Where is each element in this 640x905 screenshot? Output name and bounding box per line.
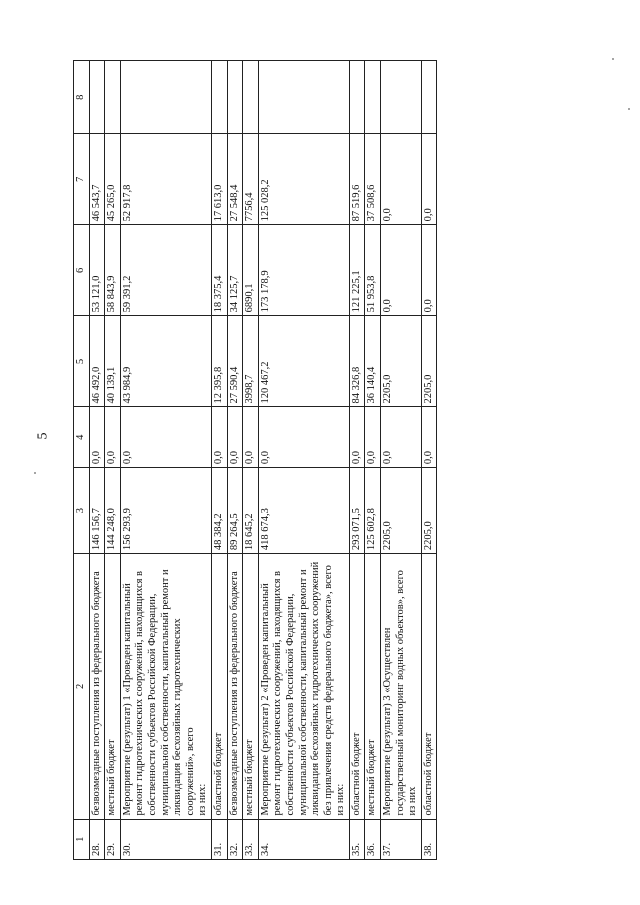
- row-subnote: из них:: [197, 783, 209, 816]
- value-cell-c6: 18 375,4: [211, 225, 227, 316]
- value-cell-c4: 0,0: [349, 407, 365, 468]
- value-cell-c5: 2205,0: [421, 316, 437, 407]
- value-cell-c6: 0,0: [421, 225, 437, 316]
- row-number: 33.: [243, 819, 259, 859]
- row-number: 31.: [211, 819, 227, 859]
- header-row: [74, 61, 90, 860]
- scan-speck: [628, 108, 630, 110]
- scan-speck: [612, 58, 614, 60]
- value-cell-c8: [258, 61, 349, 134]
- value-cell-c7: 46 543,7: [89, 134, 105, 225]
- value-cell-c6: 58 843,9: [105, 225, 121, 316]
- table-row: [105, 61, 121, 860]
- table-row: [421, 61, 437, 860]
- row-name: областной бюджет: [212, 732, 224, 816]
- value-cell-c8: [243, 61, 259, 134]
- row-number: 30.: [120, 819, 211, 859]
- value-cell-c6: 59 391,2: [120, 225, 211, 316]
- row-number: 29.: [105, 819, 121, 859]
- row-name: местный бюджет: [366, 739, 378, 816]
- value-cell-c7: 27 548,4: [227, 134, 243, 225]
- value-cell-c7: 0,0: [381, 134, 422, 225]
- value-cell-c7: 87 519,6: [349, 134, 365, 225]
- column-header: 7: [74, 134, 90, 225]
- row-name: областной бюджет: [350, 732, 362, 816]
- table-row: [227, 61, 243, 860]
- column-header: 4: [74, 407, 90, 468]
- row-subnote: из них:: [335, 783, 347, 816]
- value-cell-c4: 0,0: [258, 407, 349, 468]
- value-cell-c7: 45 265,0: [105, 134, 121, 225]
- value-cell-c3: 48 384,2: [211, 468, 227, 554]
- page-number: 5: [35, 432, 51, 440]
- row-name-cell: [105, 554, 121, 819]
- value-cell-c6: 53 121,0: [89, 225, 105, 316]
- row-number: 32.: [227, 819, 243, 859]
- row-name: местный бюджет: [244, 739, 256, 816]
- value-cell-c8: [227, 61, 243, 134]
- row-name: местный бюджет: [106, 739, 118, 816]
- value-cell-c4: 0,0: [120, 407, 211, 468]
- column-header: 6: [74, 225, 90, 316]
- value-cell-c3: 2205,0: [381, 468, 422, 554]
- row-number: 28.: [89, 819, 105, 859]
- value-cell-c3: 144 248,0: [105, 468, 121, 554]
- row-subnote: из них: [407, 786, 419, 816]
- value-cell-c6: 34 125,7: [227, 225, 243, 316]
- table-row: [381, 61, 422, 860]
- row-number: 36.: [365, 819, 381, 859]
- value-cell-c6: 173 178,9: [258, 225, 349, 316]
- value-cell-c3: 18 645,2: [243, 468, 259, 554]
- value-cell-c4: 0,0: [381, 407, 422, 468]
- value-cell-c4: 0,0: [421, 407, 437, 468]
- value-cell-c5: 120 467,2: [258, 316, 349, 407]
- value-cell-c6: 121 225,1: [349, 225, 365, 316]
- row-name-cell: [243, 554, 259, 819]
- value-cell-c4: 0,0: [89, 407, 105, 468]
- value-cell-c3: 89 264,5: [227, 468, 243, 554]
- value-cell-c8: [421, 61, 437, 134]
- value-cell-c5: 2205,0: [381, 316, 422, 407]
- rotated-table-container: [73, 60, 613, 860]
- column-header: 8: [74, 61, 90, 134]
- row-name-cell: [211, 554, 227, 819]
- scan-speck: [34, 472, 36, 474]
- column-header: 2: [74, 554, 90, 819]
- column-header: 5: [74, 316, 90, 407]
- row-name-cell: [227, 554, 243, 819]
- value-cell-c5: 12 395,8: [211, 316, 227, 407]
- value-cell-c4: 0,0: [243, 407, 259, 468]
- row-name: областной бюджет: [422, 732, 434, 816]
- value-cell-c8: [105, 61, 121, 134]
- value-cell-c4: 0,0: [365, 407, 381, 468]
- value-cell-c6: 51 953,8: [365, 225, 381, 316]
- row-name: Мероприятие (результат) 1 «Проведен капитальный ремонт гидротехнических сооружений, находящихся в собственности субъектов Российской Федерации, муниципальной собственности, капитальный ремонт и ликвидация бесхозяйных гидротехнических сооружений», всего: [121, 569, 196, 816]
- table-row: [258, 61, 349, 860]
- row-name-cell: [381, 554, 422, 819]
- value-cell-c5: 43 984,9: [120, 316, 211, 407]
- table-row: [365, 61, 381, 860]
- row-name-cell: [258, 554, 349, 819]
- row-name: Мероприятие (результат) 3 «Осуществлен государственный мониторинг водных объектов», всего: [382, 570, 406, 816]
- value-cell-c5: 36 140,4: [365, 316, 381, 407]
- row-number: 37.: [381, 819, 422, 859]
- row-name: безвозмездные поступления из федерального бюджета: [228, 571, 240, 816]
- value-cell-c8: [381, 61, 422, 134]
- value-cell-c7: 17 613,0: [211, 134, 227, 225]
- table-row: [349, 61, 365, 860]
- row-name-cell: [120, 554, 211, 819]
- value-cell-c8: [211, 61, 227, 134]
- value-cell-c7: 37 508,6: [365, 134, 381, 225]
- value-cell-c7: 52 917,8: [120, 134, 211, 225]
- value-cell-c5: 27 590,4: [227, 316, 243, 407]
- value-cell-c8: [89, 61, 105, 134]
- value-cell-c3: 293 071,5: [349, 468, 365, 554]
- row-name-cell: [349, 554, 365, 819]
- value-cell-c5: 46 492,0: [89, 316, 105, 407]
- row-name: Мероприятие (результат) 2 «Проведен капитальный ремонт гидротехнических сооружений, находящихся в собственности субъектов Российской Федерации, муниципальной собственности, капитальный ремонт и ликвидация бесхозяйных гидротехнических сооружений без привлечения средств федерального бюджета», всего: [259, 561, 334, 816]
- value-cell-c8: [120, 61, 211, 134]
- table-row: [243, 61, 259, 860]
- table-body: [89, 61, 437, 860]
- value-cell-c3: 146 156,7: [89, 468, 105, 554]
- value-cell-c8: [365, 61, 381, 134]
- value-cell-c7: 125 028,2: [258, 134, 349, 225]
- row-name: безвозмездные поступления из федерального бюджета: [90, 571, 102, 816]
- value-cell-c5: 3998,7: [243, 316, 259, 407]
- value-cell-c6: 0,0: [381, 225, 422, 316]
- value-cell-c7: 0,0: [421, 134, 437, 225]
- row-number: 38.: [421, 819, 437, 859]
- row-name-cell: [421, 554, 437, 819]
- value-cell-c3: 418 674,3: [258, 468, 349, 554]
- table-row: [89, 61, 105, 860]
- value-cell-c8: [349, 61, 365, 134]
- row-name-cell: [365, 554, 381, 819]
- row-number: 35.: [349, 819, 365, 859]
- value-cell-c7: 7756,4: [243, 134, 259, 225]
- row-name-cell: [89, 554, 105, 819]
- table-row: [211, 61, 227, 860]
- row-number: 34.: [258, 819, 349, 859]
- value-cell-c5: 84 326,8: [349, 316, 365, 407]
- column-header: 1: [74, 819, 90, 859]
- value-cell-c4: 0,0: [227, 407, 243, 468]
- value-cell-c5: 40 139,1: [105, 316, 121, 407]
- column-header: 3: [74, 468, 90, 554]
- value-cell-c4: 0,0: [211, 407, 227, 468]
- table-row: [120, 61, 211, 860]
- budget-table: [73, 60, 437, 860]
- value-cell-c6: 6890,1: [243, 225, 259, 316]
- value-cell-c4: 0,0: [105, 407, 121, 468]
- value-cell-c3: 2205,0: [421, 468, 437, 554]
- value-cell-c3: 125 602,8: [365, 468, 381, 554]
- value-cell-c3: 156 293,9: [120, 468, 211, 554]
